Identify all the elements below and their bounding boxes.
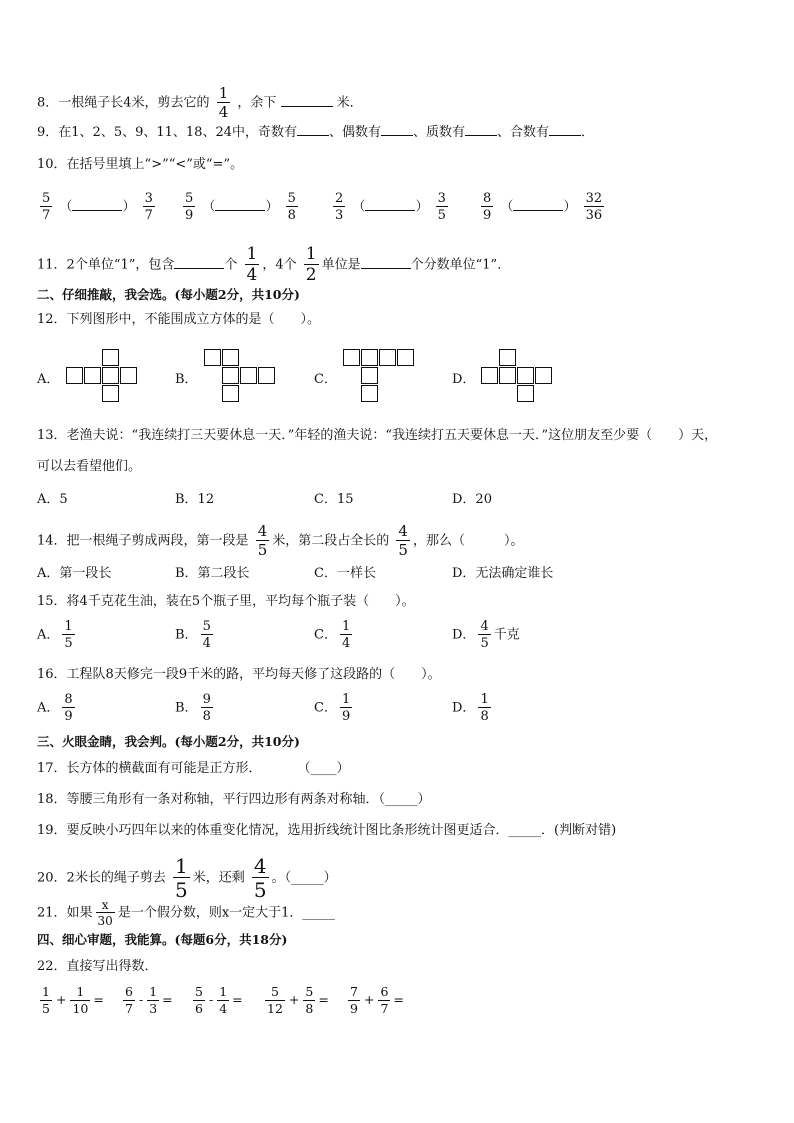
q8-fraction: $\frac{1}{4}$ — [218, 84, 229, 121]
answer-blank[interactable] — [297, 135, 329, 136]
answer-blank[interactable] — [174, 268, 224, 269]
answer-blank[interactable] — [281, 106, 333, 107]
question-10: 10．在括号里填上“>”“<”或“=”。 — [37, 157, 244, 172]
q13-option-c[interactable]: C．15 — [314, 492, 354, 507]
q15-option-d[interactable]: D． $\frac{4}{5}$ 千克 — [452, 619, 520, 651]
q15-option-b[interactable]: B． $\frac{5}{4}$ — [175, 619, 211, 651]
q10-comparison-3: $\frac{2}{3}$ （ ） $\frac{3}{5}$ — [335, 191, 446, 223]
question-9: 9．在1、2、5、9、11、18、24中，奇数有 、偶数有 、质数有 、合数有 ． — [37, 125, 595, 140]
q12-option-c-label[interactable]: C． — [314, 372, 337, 387]
calc-item-1: $\frac{1}{5}$ + $\frac{1}{10}$ = — [42, 984, 104, 1016]
q12-option-a-label[interactable]: A． — [37, 372, 60, 387]
section-4-heading: 四、细心审题，我能算。(每题6分，共18分) — [37, 932, 288, 947]
q8-text: 8．一根绳子长4米，剪去它的 — [37, 95, 210, 111]
question-11: 11．2个单位“1”，包含 个 $\frac{1}{4}$ ，4个 $\frac{1}{2}$ 单位是 个分数单位“1”． — [37, 244, 511, 285]
q16-option-c[interactable]: C． $\frac{1}{9}$ — [314, 692, 351, 724]
q15-option-a[interactable]: A． $\frac{1}{5}$ — [37, 619, 73, 651]
q13-option-b[interactable]: B．12 — [175, 492, 215, 507]
question-20: 20．2米长的绳子剪去 $\frac{1}{5}$ 米，还剩 $\frac{4}{5}$ 。（_____） — [37, 854, 337, 902]
question-13-line-2: 可以去看望他们。 — [37, 459, 142, 474]
q10-comparison-4: $\frac{8}{9}$ （ ） $\frac{32}{36}$ — [483, 191, 603, 223]
q16-option-b[interactable]: B． $\frac{9}{8}$ — [175, 692, 211, 724]
question-16: 16．工程队8天修完一段9千米的路，平均每天修了这段路的（ ）。 — [37, 667, 441, 682]
question-14: 14．把一根绳子剪成两段，第一段是 $\frac{4}{5}$ 米，第二段占全长的 $\frac{4}{5}$ ，那么（ ）。 — [37, 522, 524, 559]
q12-option-d-label[interactable]: D． — [452, 372, 476, 387]
section-3-heading: 三、火眼金睛，我会判。(每小题2分，共10分) — [37, 734, 300, 749]
q10-comparison-2: $\frac{5}{9}$ （ ） $\frac{5}{8}$ — [185, 191, 296, 223]
q16-option-a[interactable]: A． $\frac{8}{9}$ — [37, 692, 73, 724]
q14-option-c[interactable]: C．一样长 — [314, 566, 376, 581]
answer-blank[interactable] — [215, 210, 265, 211]
calc-item-3: $\frac{5}{6}$ - $\frac{1}{4}$ = — [195, 984, 243, 1016]
answer-blank[interactable] — [381, 135, 413, 136]
question-15: 15．将4千克花生油，装在5个瓶子里，平均每个瓶子装（ ）。 — [37, 594, 415, 609]
section-2-heading: 二、仔细推敲，我会选。(每小题2分，共10分) — [37, 287, 300, 302]
q13-option-a[interactable]: A．5 — [37, 492, 68, 507]
calc-item-4: $\frac{5}{12}$ + $\frac{5}{8}$ = — [267, 984, 329, 1016]
question-8: 8．一根绳子长4米，剪去它的 $\frac{1}{4}$ ，余下 米． — [37, 84, 363, 121]
calc-item-2: $\frac{6}{7}$ - $\frac{1}{3}$ = — [125, 984, 173, 1016]
question-12: 12．下列图形中，不能围成立方体的是（ ）。 — [37, 312, 321, 327]
question-21: 21．如果 $\frac{x}{30}$ 是一个假分数，则x一定大于1．_____ — [37, 898, 335, 928]
question-13-line-1: 13．老渔夫说：“我连续打三天要休息一天．”年轻的渔夫说：“我连续打五天要休息一天．”这位朋友至少要（ ）天， — [37, 428, 718, 443]
q14-option-d[interactable]: D．无法确定谁长 — [452, 566, 554, 581]
q15-option-c[interactable]: C． $\frac{1}{4}$ — [314, 619, 351, 651]
question-22: 22．直接写出得数． — [37, 959, 158, 974]
answer-blank[interactable] — [513, 210, 563, 211]
answer-blank[interactable] — [365, 210, 415, 211]
q10-comparison-1: $\frac{5}{7}$ （ ） $\frac{3}{7}$ — [42, 191, 153, 223]
answer-blank[interactable] — [72, 210, 122, 211]
calc-item-5: $\frac{7}{9}$ + $\frac{6}{7}$ = — [350, 984, 404, 1016]
question-18: 18．等腰三角形有一条对称轴，平行四边形有两条对称轴．（_____） — [37, 792, 431, 807]
answer-blank[interactable] — [465, 135, 497, 136]
q12-option-b-label[interactable]: B． — [175, 372, 198, 387]
q14-option-b[interactable]: B．第二段长 — [175, 566, 250, 581]
q13-option-d[interactable]: D．20 — [452, 492, 492, 507]
q14-option-a[interactable]: A．第一段长 — [37, 566, 112, 581]
answer-blank[interactable] — [549, 135, 581, 136]
question-17: 17．长方体的横截面有可能是正方形． （____） — [37, 761, 350, 776]
answer-blank[interactable]: （____） — [297, 761, 350, 776]
question-19: 19．要反映小巧四年以来的体重变化情况，选用折线统计图比条形统计图更适合．_____．(判断对错) — [37, 823, 617, 838]
answer-blank[interactable] — [361, 268, 411, 269]
q16-option-d[interactable]: D． $\frac{1}{8}$ — [452, 692, 489, 724]
